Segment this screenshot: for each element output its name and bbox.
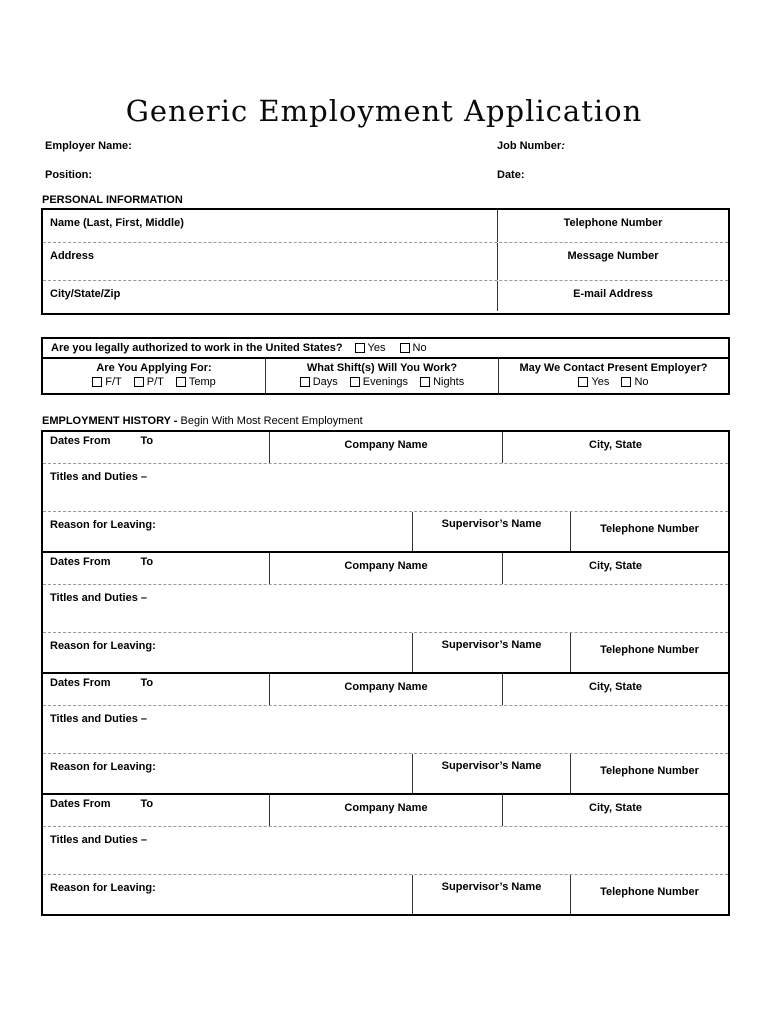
contact-no-option[interactable]: No <box>621 376 648 388</box>
employment-block-3 <box>43 672 728 793</box>
address-cell[interactable]: Address <box>43 243 498 280</box>
evenings-option[interactable]: Evenings <box>350 376 408 388</box>
pt-option[interactable]: P/T <box>134 376 164 388</box>
email-address-cell[interactable]: E-mail Address <box>573 288 653 300</box>
city-state-cell[interactable]: City, State <box>589 439 642 451</box>
city-state-cell[interactable]: City, State <box>589 560 642 572</box>
contact-employer-heading: May We Contact Present Employer? <box>519 362 708 374</box>
telephone-number-cell[interactable]: Telephone Number <box>600 523 699 535</box>
temp-checkbox[interactable] <box>176 377 186 387</box>
company-name-cell[interactable]: Company Name <box>270 674 503 705</box>
city-state-cell[interactable]: City, State <box>589 681 642 693</box>
days-option[interactable]: Days <box>300 376 338 388</box>
dates-cell[interactable]: Dates From To <box>43 553 270 584</box>
applying-for-column <box>43 359 266 393</box>
reason-for-leaving-cell[interactable]: Reason for Leaving: <box>43 512 413 551</box>
table-row <box>43 280 728 311</box>
position-label: Position: <box>45 169 93 181</box>
table-row <box>43 753 728 793</box>
table-row <box>43 210 728 242</box>
authorized-yes-option[interactable]: Yes <box>355 342 386 354</box>
nights-checkbox[interactable] <box>420 377 430 387</box>
authorized-yes-checkbox[interactable] <box>355 343 365 353</box>
work-authorization-question: Are you legally authorized to work in the United States? <box>51 342 343 354</box>
authorized-no-option[interactable]: No <box>400 342 427 354</box>
table-row <box>43 795 728 826</box>
company-name-cell[interactable]: Company Name <box>270 795 503 826</box>
shift-column <box>266 359 499 393</box>
page-title: Generic Employment Application <box>125 94 643 128</box>
employer-name-label: Employer Name: <box>45 140 132 152</box>
pt-checkbox[interactable] <box>134 377 144 387</box>
dates-cell[interactable]: Dates From To <box>43 795 270 826</box>
supervisor-name-cell[interactable]: Supervisor’s Name <box>413 633 571 672</box>
telephone-number-cell[interactable]: Telephone Number <box>563 217 663 229</box>
authorization-table <box>41 337 730 395</box>
table-row <box>43 874 728 914</box>
city-state-cell[interactable]: City, State <box>589 802 642 814</box>
contact-no-checkbox[interactable] <box>621 377 631 387</box>
message-number-cell[interactable]: Message Number <box>567 250 659 262</box>
supervisor-name-cell[interactable]: Supervisor’s Name <box>413 512 571 551</box>
employment-block-4 <box>43 793 728 914</box>
employment-block-1 <box>43 432 728 551</box>
contact-yes-checkbox[interactable] <box>578 377 588 387</box>
ft-option[interactable]: F/T <box>92 376 122 388</box>
reason-for-leaving-cell[interactable]: Reason for Leaving: <box>43 754 413 793</box>
date-label: Date: <box>497 169 525 181</box>
nights-option[interactable]: Nights <box>420 376 464 388</box>
table-row <box>43 511 728 551</box>
contact-yes-option[interactable]: Yes <box>578 376 609 388</box>
job-number-label: Job Number: <box>497 140 565 152</box>
table-row <box>43 242 728 280</box>
ft-checkbox[interactable] <box>92 377 102 387</box>
city-state-zip-cell[interactable]: City/State/Zip <box>43 281 498 311</box>
telephone-number-cell[interactable]: Telephone Number <box>600 765 699 777</box>
titles-duties-cell[interactable]: Titles and Duties – <box>43 826 728 874</box>
work-authorization-row <box>43 339 728 357</box>
name-cell[interactable]: Name (Last, First, Middle) <box>43 210 498 242</box>
dates-cell[interactable]: Dates From To <box>43 674 270 705</box>
table-row <box>43 674 728 705</box>
telephone-number-cell[interactable]: Telephone Number <box>600 886 699 898</box>
reason-for-leaving-cell[interactable]: Reason for Leaving: <box>43 633 413 672</box>
titles-duties-cell[interactable]: Titles and Duties – <box>43 584 728 632</box>
employment-block-2 <box>43 551 728 672</box>
supervisor-name-cell[interactable]: Supervisor’s Name <box>413 754 571 793</box>
employment-history-table <box>41 430 730 916</box>
days-checkbox[interactable] <box>300 377 310 387</box>
options-row <box>43 359 728 393</box>
temp-option[interactable]: Temp <box>176 376 216 388</box>
reason-for-leaving-cell[interactable]: Reason for Leaving: <box>43 875 413 914</box>
titles-duties-cell[interactable]: Titles and Duties – <box>43 463 728 511</box>
company-name-cell[interactable]: Company Name <box>270 432 503 463</box>
authorized-no-checkbox[interactable] <box>400 343 410 353</box>
shift-heading: What Shift(s) Will You Work? <box>306 362 458 374</box>
company-name-cell[interactable]: Company Name <box>270 553 503 584</box>
dates-cell[interactable]: Dates From To <box>43 432 270 463</box>
personal-information-table <box>41 208 730 315</box>
supervisor-name-cell[interactable]: Supervisor’s Name <box>413 875 571 914</box>
applying-for-heading: Are You Applying For: <box>96 362 212 374</box>
employment-history-section-title: EMPLOYMENT HISTORY - Begin With Most Recent Employment <box>42 415 363 427</box>
titles-duties-cell[interactable]: Titles and Duties – <box>43 705 728 753</box>
table-row <box>43 632 728 672</box>
job-number-colon: : <box>561 140 565 152</box>
contact-employer-column <box>499 359 728 393</box>
table-row <box>43 432 728 463</box>
evenings-checkbox[interactable] <box>350 377 360 387</box>
table-row <box>43 553 728 584</box>
telephone-number-cell[interactable]: Telephone Number <box>600 644 699 656</box>
personal-information-section-title: PERSONAL INFORMATION <box>42 194 183 206</box>
